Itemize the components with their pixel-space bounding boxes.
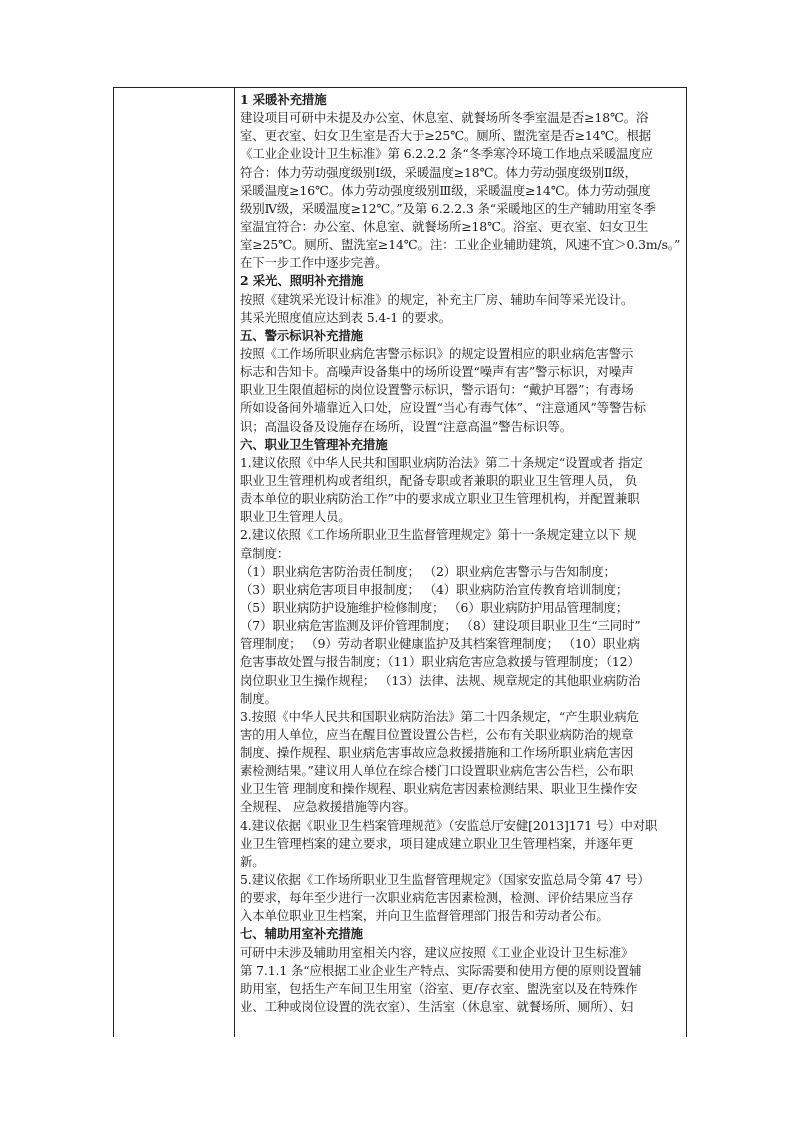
text-line: 入本单位职业卫生档案，并向卫生监督管理部门报告和劳动者公布。 xyxy=(240,908,609,924)
text-line: 所如设备间外墙靠近入口处，应设置“当心有毒气体”、“注意通风”等警告标 xyxy=(240,400,646,416)
text-line: 制度、操作规程、职业病危害事故应急救援措施和工作场所职业病危害因 xyxy=(240,745,634,761)
text-line: 制度。 xyxy=(240,690,277,706)
text-line: 3.按照《中华人民共和国职业病防治法》第二十四条规定，“产生职业病危 xyxy=(240,708,639,724)
section-heading: 2 采光、照明补充措施 xyxy=(240,273,364,289)
section-heading: 1 采暖补充措施 xyxy=(240,92,327,107)
section-heading: 七、辅助用室补充措施 xyxy=(240,926,363,942)
text-line: 识；高温设备及设施存在场所，设置“注意高温”警告标识等。 xyxy=(240,418,573,434)
text-line: 管理制度； （9）劳动者职业健康监护及其档案管理制度； （10）职业病 xyxy=(240,636,640,652)
text-line: 业卫生管理档案的建立要求，项目建成建立职业卫生管理档案，并逐年更 xyxy=(240,835,634,851)
text-line: 章制度： xyxy=(240,545,290,561)
text-line: 2.建议依照《工作场所职业卫生监督管理规定》第十一条规定建立以下 规 xyxy=(240,527,637,543)
text-line: 害的用人单位，应当在醒目位置设置公告栏，公布有关职业病防治的规章 xyxy=(240,726,634,742)
text-line: 按照《工作场所职业病危害警示标识》的规定设置相应的职业病危害警示 xyxy=(240,345,634,361)
text-line: 5.建议依据《工作场所职业卫生监督管理规定》（国家安监总局令第 47 号） xyxy=(240,872,650,888)
text-line: 在下一步工作中逐步完善。 xyxy=(240,255,388,271)
text-line: 4.建议依据《职业卫生档案管理规范》（安监总厅安健[2013]171 号）中对职 xyxy=(240,817,658,833)
text-line: 室≥25℃。厕所、盥洗室≥14℃。注：工业企业辅助建筑，风速不宜＞0.3m/s。” xyxy=(240,237,681,253)
text-line: 业、工种或岗位设置的洗衣室）、生活室（休息室、就餐场所、厕所）、妇 xyxy=(240,999,634,1015)
text-line: 1.建议依照《中华人民共和国职业病防治法》第二十条规定“设置或者 指定 xyxy=(240,454,643,470)
text-line: 级别Ⅳ级，采暖温度≥12℃。”及第 6.2.2.3 条“采暖地区的生产辅助用室冬季 xyxy=(240,200,656,216)
text-line: （1）职业病危害防治责任制度； （2）职业病危害警示与告知制度； xyxy=(240,563,616,579)
text-line: 素检测结果。”建议用人单位在综合楼门口设置职业病危害公告栏，公布职 xyxy=(240,763,634,779)
text-line: 职业卫生管理人员。 xyxy=(240,509,351,525)
text-line: 室温宜符合：办公室、休息室、就餐场所≥18℃。浴室、更衣室、妇女卫生 xyxy=(240,218,649,234)
text-line: 全规程、 应急救援措施等内容。 xyxy=(240,799,416,815)
text-line: （5）职业病防护设施维护检修制度； （6）职业病防护用品管理制度； xyxy=(240,599,629,615)
text-line: 符合：体力劳动强度级别Ⅰ级，采暖温度≥18℃。体力劳动强度级别Ⅱ级， xyxy=(240,164,637,180)
text-line: 其采光照度值应达到表 5.4-1 的要求。 xyxy=(240,309,452,325)
text-line: 建设项目可研中未提及办公室、休息室、就餐场所冬季室温是否≥18℃。浴 xyxy=(240,110,649,126)
text-line: （7）职业病危害监测及评价管理制度； （8）建设项目职业卫生“三同时” xyxy=(240,618,641,634)
section-heading: 五、警示标识补充措施 xyxy=(240,327,363,343)
column-divider xyxy=(234,87,235,1037)
text-line: 室、更衣室、妇女卫生室是否大于≥25℃。厕所、盥洗室是否≥14℃。根据 xyxy=(240,128,652,144)
section-heading: 六、职业卫生管理补充措施 xyxy=(240,436,388,452)
text-line: 责本单位的职业病防治工作”中的要求成立职业卫生管理机构，并配置兼职 xyxy=(240,491,640,507)
text-line: 岗位职业卫生操作规程； （13）法律、法规、规章规定的其他职业病防治 xyxy=(240,672,641,688)
text-line: 危害事故处置与报告制度；（11）职业病危害应急救援与管理制度；（12） xyxy=(240,654,640,670)
document-body xyxy=(240,91,682,1035)
text-line: 第 7.1.1 条“应根据工业企业生产特点、实际需要和使用方便的原则设置辅 xyxy=(240,962,642,978)
text-line: 职业卫生限值超标的岗位设置警示标识，警示语句：“戴护耳器”；有毒场 xyxy=(240,382,634,398)
text-line: （3）职业病危害项目申报制度； （4）职业病防治宣传教育培训制度； xyxy=(240,581,629,597)
text-line: 可研中未涉及辅助用室相关内容，建议应按照《工业企业设计卫生标准》 xyxy=(240,944,634,960)
text-line: 助用室，包括生产车间卫生用室（浴室、更/存衣室、盥洗室以及在特殊作 xyxy=(240,980,638,996)
text-line: 采暖温度≥16℃。体力劳动强度级别Ⅲ级，采暖温度≥14℃。体力劳动强度 xyxy=(240,182,651,198)
text-line: 标志和告知卡。高噪声设备集中的场所设置“噪声有害”警示标识，对噪声 xyxy=(240,364,634,380)
text-line: 职业卫生管理机构或者组织，配备专职或者兼职的职业卫生管理人员， 负 xyxy=(240,472,638,488)
text-line: 按照《建筑采光设计标准》的规定，补充主厂房、辅助车间等采光设计。 xyxy=(240,291,634,307)
text-line: 新。 xyxy=(240,853,265,869)
text-line: 业卫生管 理制度和操作规程、职业病危害因素检测结果、职业卫生操作安 xyxy=(240,781,638,797)
text-line: 的要求，每年至少进行一次职业病危害因素检测，检测、评价结果应当存 xyxy=(240,890,634,906)
text-line: 《工业企业设计卫生标准》第 6.2.2.2 条“冬季寒冷环境工作地点采暖温度应 xyxy=(240,146,653,162)
